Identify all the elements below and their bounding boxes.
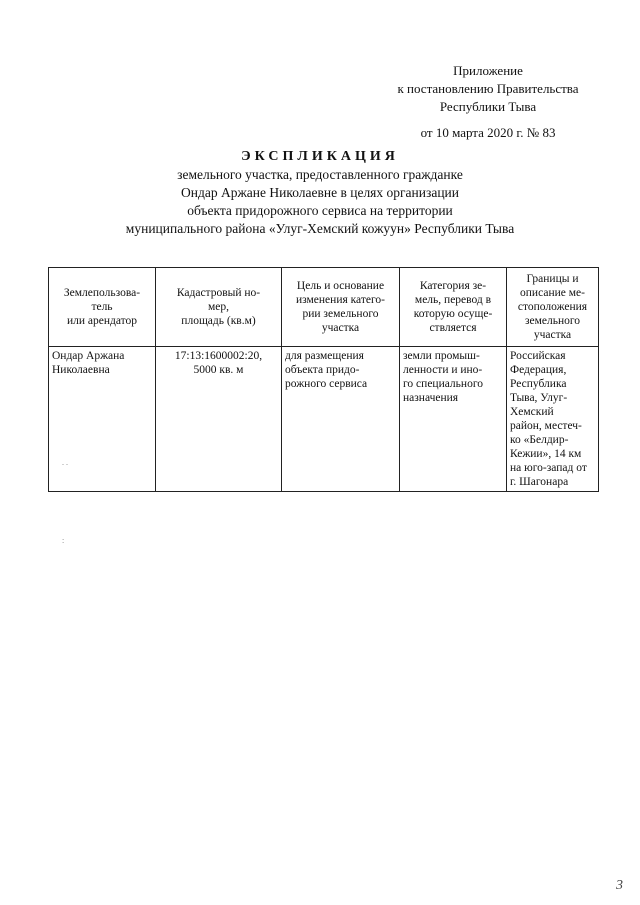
cell-purpose: для размещения объекта придо- рожного сервиса: [282, 347, 400, 492]
appendix-line: Республики Тыва: [439, 99, 537, 114]
header-land-user: Землепользова- тель или арендатор: [49, 268, 156, 347]
document-subtitle: [60, 166, 580, 238]
subtitle-line: объекта придорожного сервиса на территории: [187, 203, 453, 218]
subtitle-line: муниципального района «Улуг-Хемский кожуун» Республики Тыва: [125, 221, 515, 236]
scan-speck: . .: [62, 458, 68, 467]
subtitle-line: земельного участка, предоставленного гражданке: [177, 167, 463, 182]
appendix-line: к постановлению Правительства: [397, 81, 579, 96]
header-boundaries: Границы и описание ме- стоположения земельного участка: [507, 268, 599, 347]
appendix-date: от 10 марта 2020 г. № 83: [420, 125, 556, 140]
appendix-line: Приложение: [453, 63, 523, 78]
document-title: ЭКСПЛИКАЦИЯ: [241, 149, 399, 164]
table-row: [49, 347, 599, 492]
page-number: 3: [616, 878, 623, 893]
explication-table: [48, 267, 599, 492]
header-land-category: Категория зе- мель, перевод в которую осуще- ствляется: [400, 268, 507, 347]
header-purpose: Цель и основание изменения катего- рии земельного участка: [282, 268, 400, 347]
cell-land-category: земли промыш- ленности и ино- го специального назначения: [400, 347, 507, 492]
cell-land-user: Ондар Аржана Николаевна: [49, 347, 156, 492]
scan-speck: :: [62, 536, 65, 545]
cell-boundaries: Российская Федерация, Республика Тыва, Улуг- Хемский район, местеч- ко «Белдир- Кежии», 14 км на юго-запад от г. Шагонара: [507, 347, 599, 492]
header-cadastral-number: Кадастровый но- мер, площадь (кв.м): [156, 268, 282, 347]
appendix-block: [360, 62, 616, 116]
cell-cadastral-number: 17:13:1600002:20, 5000 кв. м: [156, 347, 282, 492]
table-header-row: [49, 268, 599, 347]
subtitle-line: Ондар Аржане Николаевне в целях организации: [181, 185, 459, 200]
